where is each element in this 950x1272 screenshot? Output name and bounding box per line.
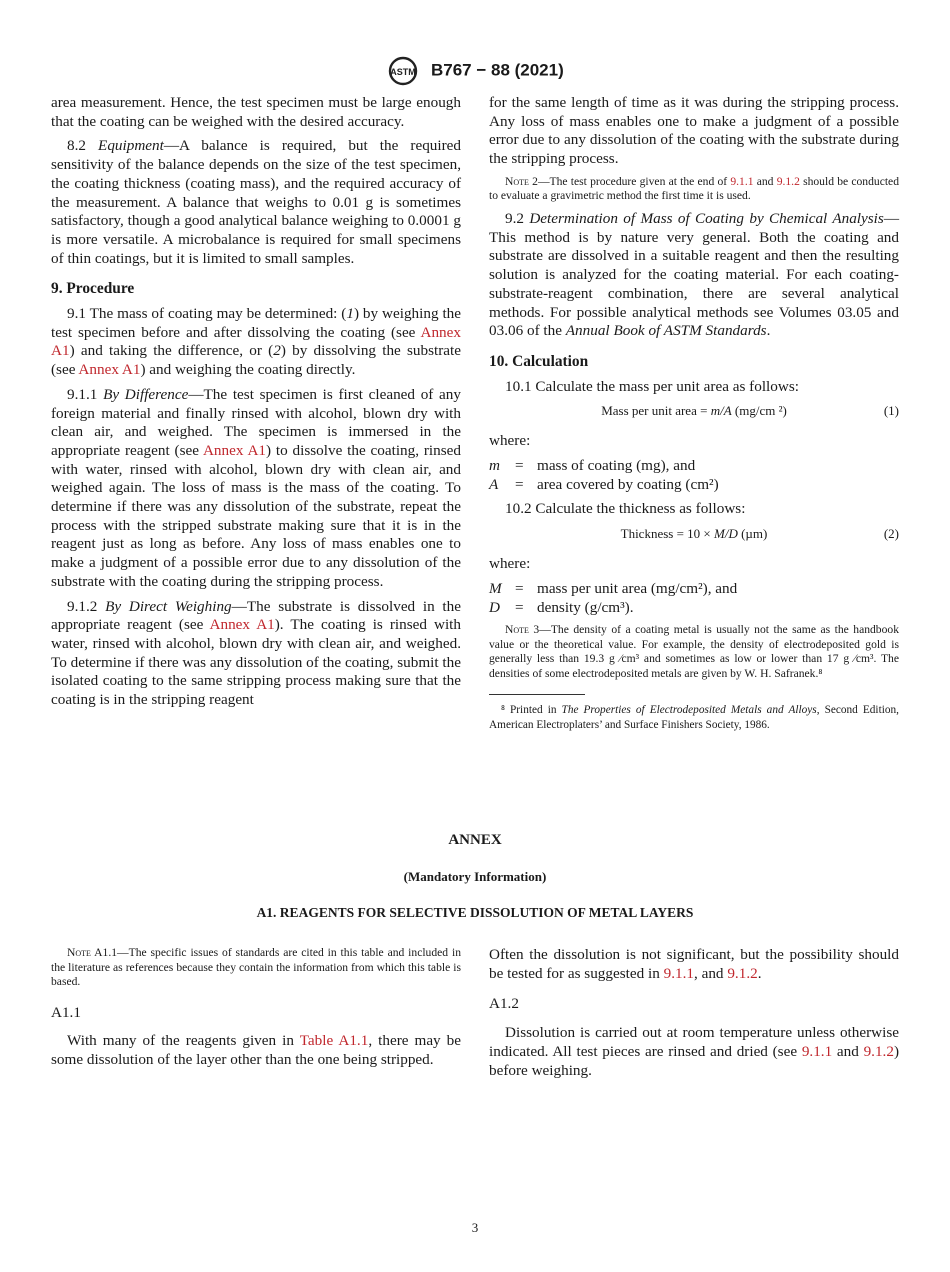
equation-2: Thickness = 10 × M/D (µm) (2) [489,525,899,547]
paragraph-continuation: for the same length of time as it was during the stripping process. Any loss of mass enables one to make a judgment of a possible error due to any dissolution of the coating with the substrate during the stripping process. [489,94,899,168]
section-8-2: 8.2 Equipment—A balance is required, but the required sensitivity of the balance depends on the size of the test specimen, the coating thickness (coating mass), and the required accuracy of the measurement. A balance that weighs to 0.01 g is sometimes satisfactory, though a good analytical balance weighing to 0.0001 g is more versatile. A microbalance is required for small specimens of thin coatings, but it is limited to small samples. [51,137,461,267]
where-label: where: [489,432,531,450]
section-9-heading: 9. Procedure [51,280,135,298]
annex-title: ANNEX [448,832,502,848]
equation-number: (1) [883,403,899,419]
variable-definitions: m = mass of coating (mg), and A = area covered by coating (cm²) [489,457,719,493]
equation-1: Mass per unit area = m/A (mg/cm ²) (1) [489,402,899,424]
annex-a1-link[interactable]: Annex A1 [209,616,275,634]
annex-heading: A1. REAGENTS FOR SELECTIVE DISSOLUTION OF METAL LAYERS [256,905,694,920]
section-10-heading: 10. Calculation [489,352,589,370]
annex-a1-link[interactable]: Annex A1 [202,441,266,459]
section-a1-1: With many of the reagents given in Table A1.1, there may be some dissolution of the layer other than the one being stripped. [51,1032,461,1069]
footnote-divider [489,694,585,695]
annex-a1-link[interactable]: Annex A1 [78,361,141,379]
paragraph-continuation: Often the dissolution is not significant, but the possibility should be tested for as suggested in 9.1.1, and 9.1.2. [489,946,899,982]
annex-left-column [51,946,461,1076]
section-9-1-2-link[interactable]: 9.1.2 [727,964,758,982]
document-designation: B767 − 88 (2021) [430,60,564,80]
table-a1-1-link[interactable]: Table A1.1 [299,1032,369,1050]
note-3: Note 3—The density of a coating metal is usually not the same as the handbook value or the theoretical value. For example, the density of electrodeposited gold is generally less than 19.3 g ⁄cm³ and sometimes as low or lower than 17 g ⁄cm³. The densities of some electrodeposited metals are given by W. H. Safranek.⁸ [489,623,899,681]
section-9-1-2-link[interactable]: 9.1.2 [776,174,800,188]
section-9-1-1-link[interactable]: 9.1.1 [801,1042,833,1060]
page-number: 3 [471,1220,479,1235]
section-9-1-1: 9.1.1 By Difference—The test specimen is first cleaned of any foreign material and finally rinsed with alcohol, blown dry with clean air, and weighed. The specimen is immersed in the appropriate reagent (see Annex A1) to dissolve the coating, rinsed with water, rinsed with alcohol, blown dry with clean air, and weighed again. The loss of mass is the mass of the coating. To determine if there was any dissolution of the substrate, repeat the process with the stripped substrate making sure that it is in the reagent just as long as before. Any loss of mass enables one to make a judgment of a possible error due to any dissolution of the substrate with the coating during the stripping process. [51,385,461,590]
astm-logo-icon [386,56,420,86]
section-9-2: 9.2 Determination of Mass of Coating by Chemical Analysis—This method is by nature very general. Both the coating and substrate are dissolved in a suitable reagent and then the resulting solution is analyzed for the coating material. For each coating-substrate-reagent combination, there are several analytical methods. For possible analytical methods see Volumes 03.05 and 03.06 of the Annual Book of ASTM Standards. [489,210,899,340]
paragraph-continuation: area measurement. Hence, the test specimen must be large enough that the coating can be weighed with the desired accuracy. [51,94,461,130]
section-9-1-1-link[interactable]: 9.1.1 [730,174,754,188]
where-label: where: [489,555,531,573]
svg-text:ASTM: ASTM [390,67,416,77]
annex-right-column [489,946,899,1086]
section-10-2: 10.2 Calculate the thickness as follows: [505,500,746,518]
equation-number: (2) [883,526,899,542]
section-9-1-2-link[interactable]: 9.1.2 [863,1042,894,1060]
section-10-1: 10.1 Calculate the mass per unit area as follows: [505,377,799,395]
section-9-1-2: 9.1.2 By Direct Weighing—The substrate is dissolved in the appropriate reagent (see Annex A1). The coating is rinsed with water, rinsed with alcohol, blown dry with clean air, and weighed. To determine if there was any dissolution of the coating, submit the isolated coating to the same stripping process making sure that the coating is in the stripping reagent [51,597,461,709]
note-2: Note 2—The test procedure given at the end of 9.1.1 and 9.1.2 should be conducted to evaluate a gravimetric method the first time it is used. [489,174,899,203]
left-column [51,94,461,716]
annex-a1-link[interactable]: Annex A1 [51,323,461,360]
section-a1-2-title: A1.2 [489,995,519,1013]
section-9-1: 9.1 The mass of coating may be determined: (1) by weighing the test specimen before and after dissolving the coating (see Annex A1) and taking the difference, or (2) by dissolving the substrate (see Annex A1) and weighing the coating directly. [51,305,462,379]
section-a1-2: Dissolution is carried out at room temperature unless otherwise indicated. All test pieces are rinsed and dried (see 9.1.1 and 9.1.2) before weighing. [489,1024,899,1079]
footnote-8: ⁸ Printed in The Properties of Electrodeposited Metals and Alloys, Second Edition, American Electroplaters’ and Surface Finishers Society, 1986. [489,703,899,731]
section-9-1-1-link[interactable]: 9.1.1 [663,964,694,982]
annex-subtitle: (Mandatory Information) [403,869,547,884]
variable-definitions: M = mass per unit area (mg/cm²), and D = density (g/cm³). [489,579,738,616]
right-column [489,94,899,733]
section-a1-1-title: A1.1 [51,1003,81,1021]
page-header [0,56,950,86]
note-a1-1: Note A1.1—The specific issues of standards are cited in this table and included in the literature as references because they contain the information from which this table is based. [51,946,461,989]
